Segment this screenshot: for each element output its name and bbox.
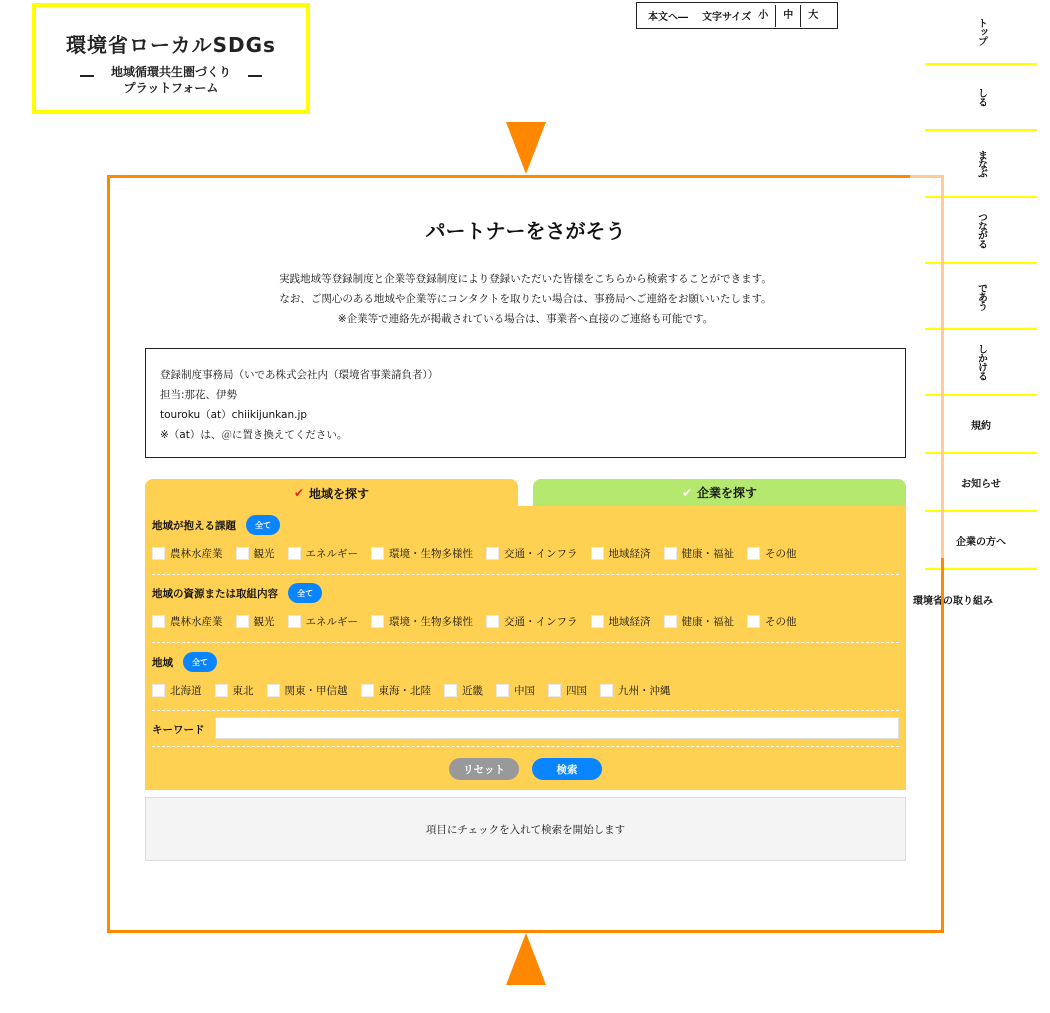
search-panel [145, 506, 906, 790]
intro-line: ※企業等で連絡先が掲載されている場合は、事業者へ直接のご連絡も可能です。 [337, 313, 714, 325]
checkbox-box[interactable] [152, 547, 165, 560]
filter-issues-options [152, 546, 810, 561]
checkbox-area-kyushu[interactable] [600, 683, 671, 698]
checkbox-area-tokai[interactable] [361, 683, 432, 698]
checkbox-box[interactable] [288, 547, 301, 560]
checkbox-box[interactable] [664, 547, 677, 560]
checkbox-area-chugoku[interactable] [496, 683, 535, 698]
frame-fade-decoration [910, 175, 944, 178]
checkbox-box[interactable] [215, 684, 228, 697]
side-nav-label: つながる [975, 212, 987, 248]
side-nav-label: まなぶ [975, 150, 987, 177]
checkbox-box[interactable] [747, 547, 760, 560]
site-logo[interactable] [32, 3, 310, 114]
checkbox-resource-transport[interactable] [486, 614, 578, 629]
checkbox-resource-health[interactable] [664, 614, 735, 629]
checkbox-resource-economy[interactable] [591, 614, 651, 629]
checkbox-issue-tourism[interactable] [236, 546, 275, 561]
tab-search-region[interactable] [145, 479, 518, 507]
reset-button[interactable]: リセット [449, 758, 519, 780]
checkbox-issue-economy[interactable] [591, 546, 651, 561]
checkbox-label: 交通・インフラ [504, 616, 578, 628]
divider [152, 710, 899, 711]
checkbox-resource-energy[interactable] [288, 614, 359, 629]
filter-area-options [152, 683, 684, 698]
result-message: 項目にチェックを入れて検索を開始します [425, 823, 626, 836]
checkbox-label: 観光 [253, 616, 275, 628]
checkbox-box[interactable] [236, 615, 249, 628]
checkbox-box[interactable] [152, 615, 165, 628]
checkbox-label: 東海・北陸 [378, 685, 431, 697]
filter-group-label: 地域が抱える課題 [152, 519, 236, 532]
checkbox-label: その他 [765, 548, 797, 560]
keyword-label: キーワード [152, 724, 205, 736]
checkbox-box[interactable] [591, 547, 604, 560]
side-nav-label: 環境省の取り組み [913, 595, 993, 607]
logo-subtitle [36, 64, 306, 96]
checkbox-label: 九州・沖縄 [618, 685, 671, 697]
checkbox-label: 健康・福祉 [681, 548, 734, 560]
checkbox-label: 東北 [232, 685, 254, 697]
contact-staff: 担当:那花、伊勢 [160, 389, 238, 401]
logo-subtitle-line2: プラットフォーム [123, 81, 219, 95]
side-nav-label: トップ [975, 18, 987, 45]
checkbox-label: 健康・福祉 [681, 616, 734, 628]
intro-line: 実践地域等登録制度と企業等登録制度により登録いただいた皆様をこちらから検索することができます。 [279, 273, 772, 285]
contact-email: touroku（at）chiikijunkan.jp [160, 409, 308, 421]
skip-to-content-link[interactable]: 本文へ― [648, 12, 688, 23]
logo-subtitle-line1: 地域循環共生圏づくり [110, 65, 231, 79]
checkbox-label: エネルギー [305, 616, 358, 628]
checkbox-label: 近畿 [462, 685, 483, 697]
side-nav-label: しかける [975, 344, 987, 380]
keyword-input[interactable] [215, 717, 899, 739]
checkbox-box[interactable] [267, 684, 280, 697]
checkbox-box[interactable] [591, 615, 604, 628]
checkbox-area-shikoku[interactable] [548, 683, 587, 698]
check-icon: ✔ [293, 486, 305, 500]
checkbox-resource-agriculture[interactable] [152, 614, 223, 629]
search-button[interactable]: 検索 [532, 758, 602, 780]
checkbox-label: 環境・生物多様性 [389, 548, 473, 560]
checkbox-box[interactable] [371, 547, 384, 560]
filter-resources-options [152, 614, 810, 629]
filter-group-resources-header [152, 583, 322, 603]
contact-note: ※（at）は、＠に置き換えてください。 [160, 429, 348, 441]
checkbox-box[interactable] [548, 684, 561, 697]
side-nav-top[interactable] [925, 0, 1037, 65]
divider [152, 746, 899, 747]
checkbox-issue-transport[interactable] [486, 546, 578, 561]
checkbox-area-kanto[interactable] [267, 683, 348, 698]
font-size-large-button[interactable]: 大 [800, 5, 825, 27]
checkbox-area-kinki[interactable] [444, 683, 483, 698]
checkbox-area-hokkaido[interactable] [152, 683, 202, 698]
checkbox-label: 関東・甲信越 [284, 685, 348, 697]
font-size-small-button[interactable]: 小 [758, 9, 769, 21]
checkbox-label: 農林水産業 [170, 548, 223, 560]
contact-office: 登録制度事務局（いであ株式会社内（環境省事業請負者）） [160, 369, 439, 381]
checkbox-label: 農林水産業 [170, 616, 223, 628]
search-result-area [145, 797, 906, 861]
checkbox-resource-tourism[interactable] [236, 614, 275, 629]
check-icon: ✔ [681, 485, 693, 500]
arrow-down-decoration [506, 122, 546, 174]
logo-title: 環境省ローカルSDGs [66, 33, 276, 57]
font-size-medium-button[interactable]: 中 [775, 5, 800, 27]
checkbox-label: エネルギー [305, 548, 358, 560]
checkbox-label: 中国 [514, 685, 535, 697]
checkbox-label: 地域経済 [608, 548, 651, 560]
checkbox-box[interactable] [496, 684, 509, 697]
checkbox-box[interactable] [486, 615, 499, 628]
contact-box [145, 348, 906, 458]
checkbox-label: 四国 [566, 685, 587, 697]
divider [152, 574, 899, 575]
checkbox-box[interactable] [152, 684, 165, 697]
checkbox-box[interactable] [747, 615, 760, 628]
checkbox-label: 観光 [253, 548, 275, 560]
checkbox-label: 北海道 [170, 685, 202, 697]
checkbox-issue-energy[interactable] [288, 546, 359, 561]
logo-dash-right [248, 75, 262, 77]
checkbox-label: その他 [765, 616, 797, 628]
accessibility-bar [636, 2, 838, 29]
side-nav-label: お知らせ [961, 478, 1001, 490]
select-all-issues-button[interactable]: 全て [246, 515, 280, 535]
checkbox-box[interactable] [444, 684, 457, 697]
tab-label: 地域を探す [309, 486, 370, 501]
filter-group-label: 地域 [152, 656, 173, 669]
filter-group-label: 地域の資源または取組内容 [152, 587, 278, 600]
checkbox-resource-other[interactable] [747, 614, 797, 629]
checkbox-issue-health[interactable] [664, 546, 735, 561]
intro-text [107, 269, 944, 329]
checkbox-issue-agriculture[interactable] [152, 546, 223, 561]
page-title: パートナーをさがそう [425, 219, 626, 243]
filter-group-area-header [152, 652, 217, 672]
checkbox-label: 地域経済 [608, 616, 651, 628]
font-size-label: 文字サイズ [702, 12, 752, 23]
checkbox-box[interactable] [361, 684, 374, 697]
checkbox-box[interactable] [600, 684, 613, 697]
checkbox-resource-environment[interactable] [371, 614, 473, 629]
side-nav-label: 企業の方へ [956, 536, 1006, 548]
side-nav-label: であう [975, 282, 987, 310]
divider [152, 642, 899, 643]
checkbox-box[interactable] [236, 547, 249, 560]
checkbox-label: 交通・インフラ [504, 548, 578, 560]
tab-search-company[interactable] [533, 479, 906, 506]
select-all-areas-button[interactable]: 全て [183, 652, 217, 672]
checkbox-issue-environment[interactable] [371, 546, 473, 561]
select-all-resources-button[interactable]: 全て [288, 583, 322, 603]
checkbox-box[interactable] [664, 615, 677, 628]
filter-group-issues-header [152, 515, 280, 535]
checkbox-issue-other[interactable] [747, 546, 797, 561]
checkbox-box[interactable] [486, 547, 499, 560]
intro-line: なお、ご関心のある地域や企業等にコンタクトを取りたい場合は、事務局へご連絡をお願いいたします。 [279, 293, 772, 305]
tab-label: 企業を探す [697, 486, 758, 500]
checkbox-box[interactable] [288, 615, 301, 628]
side-nav-label: 規約 [971, 420, 991, 432]
arrow-up-decoration [506, 933, 546, 985]
side-nav-shiru[interactable] [925, 65, 1037, 131]
checkbox-area-tohoku[interactable] [215, 683, 254, 698]
checkbox-box[interactable] [371, 615, 384, 628]
logo-dash-left [80, 75, 94, 77]
checkbox-label: 環境・生物多様性 [389, 616, 473, 628]
side-nav-label: しる [975, 88, 987, 106]
